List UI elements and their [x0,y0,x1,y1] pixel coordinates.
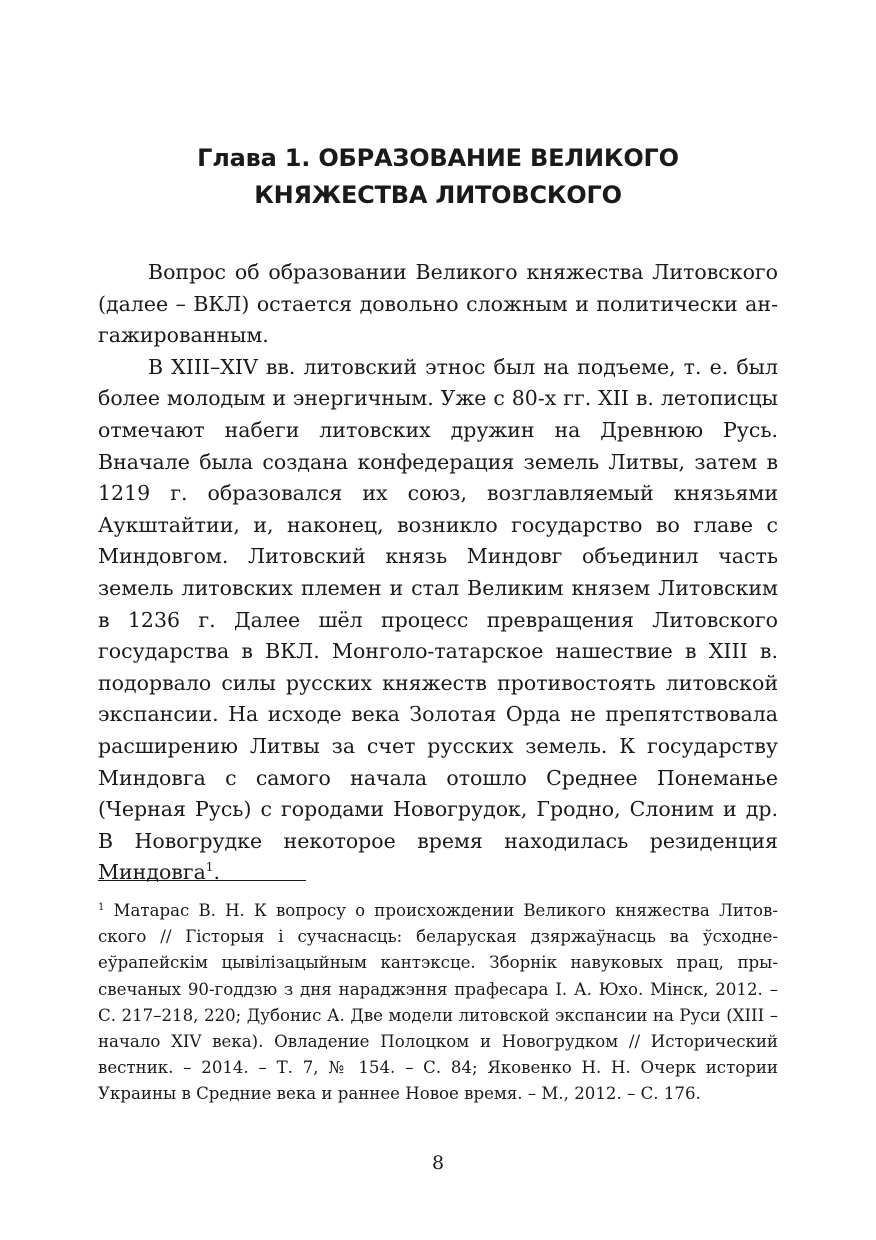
paragraph-1-text: Вопрос об образовании Великого княжества Литовского (далее – ВКЛ) остается довольно сложным и политически ангажированным. [98,260,778,348]
paragraph-2: В XIII–XIV вв. литовский этнос был на подъеме, т. е. был более молодым и энергичным. Уже с 80-х гг. XII в. летописцы отмечают набеги литовских дружин на Древнюю Русь. Вначале была создана конфедерация земель Литвы, затем в 1219 г. образовался их союз, возглавляемый князьями Аукштайтии, и, наконец, возникло государство во главе с Миндовгом. Литовский князь Миндовг объединил часть земель литовских племен и стал Великим князем Литовским в 1236 г. Далее шёл процесс превращения Литовского государства в ВКЛ. Монголо-татарское нашествие в XIII в. подорвало силы русских княжеств противостоять литовской экспансии. На исходе века Золотая Орда не препятствовала расширению Литвы за счет русских земель. К государству Миндовга с самого начала отошло Среднее Понеманье (Черная Русь) с городами Новогрудок, Гродно, Слоним и др. В Новогрудке некоторое время находилась резиденция Миндовга$^1$. [98,354,778,885]
chapter-title-line-1: Глава 1. ОБРАЗОВАНИЕ ВЕЛИКОГО [197,144,679,172]
footnote-reference[interactable]: 1 [205,860,214,875]
chapter-title [96,140,780,214]
footnote-1 [98,898,778,1108]
paragraph-2-text: В XIII–XIV вв. литовский этнос был на подъеме, т. е. был более молодым и энергичным. Уже с 80-х гг. XII в. летописцы отмечают набеги литовских дружин на Древнюю Русь. Вначале была создана конфедерация земель Литвы, затем в 1219 г. образовался их союз, возглавляемый князьями Аукштайтии, и, наконец, возникло государство во главе с Миндовгом. Литовский князь Миндовг объединил часть земель литовских племен и стал Великим князем Литовским в 1236 г. Далее шёл процесс превращения Литовского государства в ВКЛ. Монголо-татарское нашествие в XIII в. подорвало силы русских княжеств противостоять литовской экспансии. На исходе века Золотая Орда не препятствовала расширению Литвы за счет русских земель. К государству Миндовга с самого начала отошло Среднее Понеманье (Черная Русь) с городами Новогрудок, Гродно, Слоним и др. В Новогрудке некоторое время находилась резиденция Миндовга [98,354,778,885]
chapter-body [98,257,778,889]
paragraph-1 [98,257,778,352]
page-number: 8 [431,1152,445,1174]
footnote-marker: 1 [98,902,105,913]
footnote-text: Матарас В. Н. К вопросу о происхождении Великого княжества Литовского // Гісторыя і сучаснасць: беларуская дзяржаўнасць ва ўсходнееўрапейскім цывілізацыйным кантэксце. Зборнік навуковых прац, прысвечаных 90-годдзю з дня нараджэння прафесара І. А. Юхо. Мінск, 2012. – С. 217–218, 220; Дубонис А. Две модели литовской экспансии на Руси (XIII – начало XIV века). Овладение Полоцком и Новогрудком // Исторический вестник. – 2014. – Т. 7, № 154. – С. 84; Яковенко Н. Н. Очерк истории Украины в Средние века и раннее Новое время. – М., 2012. – С. 176. [98,901,778,1104]
chapter-title-line-2: КНЯЖЕСТВА ЛИТОВСКОГО [254,181,622,209]
footnote-separator [98,880,306,881]
